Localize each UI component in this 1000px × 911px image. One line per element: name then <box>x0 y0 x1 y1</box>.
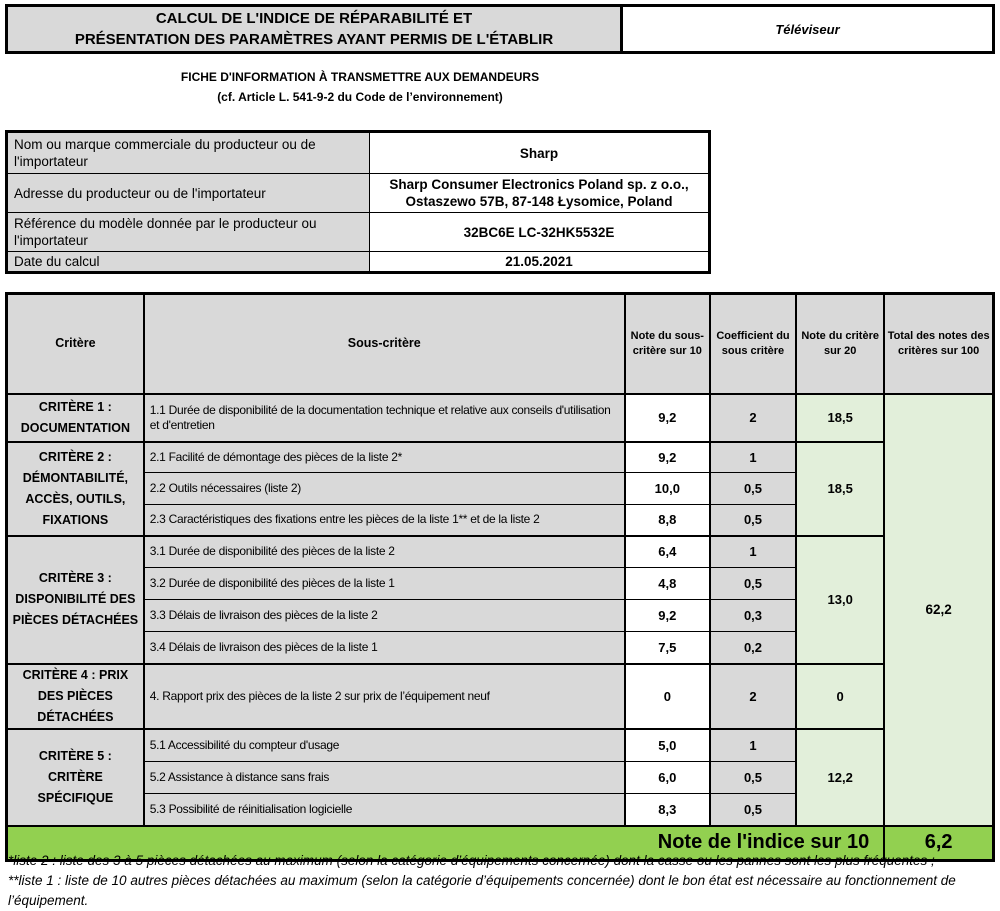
coef-5-3: 0,5 <box>710 794 796 826</box>
address-line1: Sharp Consumer Electronics Poland sp. z o.o., <box>389 177 689 192</box>
header-criterion-score: Note du critère sur 20 <box>796 294 884 394</box>
criterion-5-cell: CRITÈRE 5 : CRITÈRE SPÉCIFIQUE <box>7 729 144 826</box>
calc-date-value: 21.05.2021 <box>370 252 710 273</box>
row-2-1 <box>7 442 994 473</box>
info-row-producer-address <box>7 174 710 213</box>
repairability-score-table <box>5 292 995 862</box>
row-1-1 <box>7 394 994 442</box>
criterion-3-score: 13,0 <box>796 536 884 664</box>
row-3-1 <box>7 536 994 568</box>
criterion-1-cell: CRITÈRE 1 : DOCUMENTATION <box>7 394 144 442</box>
producer-name-value: Sharp <box>370 132 710 174</box>
sub-criterion-5-1: 5.1 Accessibilité du compteur d'usage <box>144 729 625 762</box>
header-total: Total des notes des critères sur 100 <box>884 294 993 394</box>
score-2-2: 10,0 <box>625 473 710 505</box>
sub-criterion-3-1: 3.1 Durée de disponibilité des pièces de la liste 2 <box>144 536 625 568</box>
coef-2-1: 1 <box>710 442 796 473</box>
sub-criterion-3-2: 3.2 Durée de disponibilité des pièces de la liste 1 <box>144 568 625 600</box>
coef-1-1: 2 <box>710 394 796 442</box>
info-sheet-subtitle <box>5 67 715 107</box>
coef-4: 2 <box>710 664 796 729</box>
score-2-1: 9,2 <box>625 442 710 473</box>
footnote-liste1: **liste 1 : liste de 10 autres pièces détachées au maximum (selon la catégorie d’équipements concernée) dont le bon état est nécessaire au fonctionnement de l’équipement. <box>8 873 956 908</box>
header-sub-criterion: Sous-critère <box>144 294 625 394</box>
score-3-4: 7,5 <box>625 632 710 664</box>
final-index-score: 6,2 <box>884 826 993 861</box>
criterion-2-score: 18,5 <box>796 442 884 536</box>
coef-5-1: 1 <box>710 729 796 762</box>
score-3-3: 9,2 <box>625 600 710 632</box>
footnotes <box>8 851 986 911</box>
title-banner <box>5 4 995 54</box>
producer-address-value <box>370 174 710 213</box>
criterion-4-score: 0 <box>796 664 884 729</box>
sub-criterion-3-3: 3.3 Délais de livraison des pièces de la liste 2 <box>144 600 625 632</box>
sub-criterion-1-1: 1.1 Durée de disponibilité de la documentation technique et relative aux conseils d'utilisation et d'entretien <box>144 394 625 442</box>
score-5-2: 6,0 <box>625 762 710 794</box>
sub-criterion-5-3: 5.3 Possibilité de réinitialisation logicielle <box>144 794 625 826</box>
final-index-label: Note de l'indice sur 10 <box>7 826 885 861</box>
sub-criterion-2-1: 2.1 Facilité de démontage des pièces de la liste 2* <box>144 442 625 473</box>
row-4 <box>7 664 994 729</box>
sub-criterion-2-2: 2.2 Outils nécessaires (liste 2) <box>144 473 625 505</box>
score-4: 0 <box>625 664 710 729</box>
document-title <box>8 7 623 51</box>
criterion-3-cell: CRITÈRE 3 : DISPONIBILITÉ DES PIÈCES DÉTACHÉES <box>7 536 144 664</box>
score-1-1: 9,2 <box>625 394 710 442</box>
header-criterion: Critère <box>7 294 144 394</box>
info-row-producer-name <box>7 132 710 174</box>
sub-criterion-2-3: 2.3 Caractéristiques des fixations entre les pièces de la liste 1** et de la liste 2 <box>144 505 625 536</box>
sub-criterion-5-2: 5.2 Assistance à distance sans frais <box>144 762 625 794</box>
producer-name-label: Nom ou marque commerciale du producteur ou de l'importateur <box>7 132 370 174</box>
coef-3-1: 1 <box>710 536 796 568</box>
coef-2-2: 0,5 <box>710 473 796 505</box>
coef-5-2: 0,5 <box>710 762 796 794</box>
total-score-cell: 62,2 <box>884 394 993 826</box>
document-title-line1: CALCUL DE L'INDICE DE RÉPARABILITÉ ET <box>155 10 473 27</box>
score-3-2: 4,8 <box>625 568 710 600</box>
model-reference-label: Référence du modèle donnée par le producteur ou l'importateur <box>7 213 370 252</box>
sub-criterion-3-4: 3.4 Délais de livraison des pièces de la liste 1 <box>144 632 625 664</box>
subtitle-line1: FICHE D'INFORMATION À TRANSMETTRE AUX DEMANDEURS <box>180 70 540 84</box>
coef-3-3: 0,3 <box>710 600 796 632</box>
coef-2-3: 0,5 <box>710 505 796 536</box>
score-table-header-row <box>7 294 994 394</box>
product-type-badge: Téléviseur <box>623 7 992 51</box>
criterion-1-score: 18,5 <box>796 394 884 442</box>
score-5-1: 5,0 <box>625 729 710 762</box>
header-sub-score: Note du sous-critère sur 10 <box>625 294 710 394</box>
sub-criterion-4: 4. Rapport prix des pièces de la liste 2 sur prix de l’équipement neuf <box>144 664 625 729</box>
model-reference-value: 32BC6E LC-32HK5532E <box>370 213 710 252</box>
info-row-model-reference <box>7 213 710 252</box>
coef-3-2: 0,5 <box>710 568 796 600</box>
criterion-2-cell: CRITÈRE 2 : DÉMONTABILITÉ, ACCÈS, OUTILS, FIXATIONS <box>7 442 144 536</box>
producer-address-label: Adresse du producteur ou de l'importateur <box>7 174 370 213</box>
criterion-4-cell: CRITÈRE 4 : PRIX DES PIÈCES DÉTACHÉES <box>7 664 144 729</box>
subtitle-line2: (cf. Article L. 541-9-2 du Code de l’environnement) <box>217 90 503 104</box>
producer-info-table <box>5 130 711 274</box>
score-5-3: 8,3 <box>625 794 710 826</box>
document-title-line2: PRÉSENTATION DES PARAMÈTRES AYANT PERMIS DE L'ÉTABLIR <box>74 31 554 48</box>
calc-date-label: Date du calcul <box>7 252 370 273</box>
coef-3-4: 0,2 <box>710 632 796 664</box>
info-row-calc-date <box>7 252 710 273</box>
row-5-1 <box>7 729 994 762</box>
criterion-5-score: 12,2 <box>796 729 884 826</box>
header-coefficient: Coefficient du sous critère <box>710 294 796 394</box>
score-3-1: 6,4 <box>625 536 710 568</box>
footnote-liste2: *liste 2 : liste des 3 à 5 pièces détachées au maximum (selon la catégorie d’équipements concernée) dont la casse ou les pannes sont les plus fréquentes ; <box>8 853 935 868</box>
address-line2: Ostaszewo 57B, 87-148 Łysomice, Poland <box>405 194 673 209</box>
score-2-3: 8,8 <box>625 505 710 536</box>
